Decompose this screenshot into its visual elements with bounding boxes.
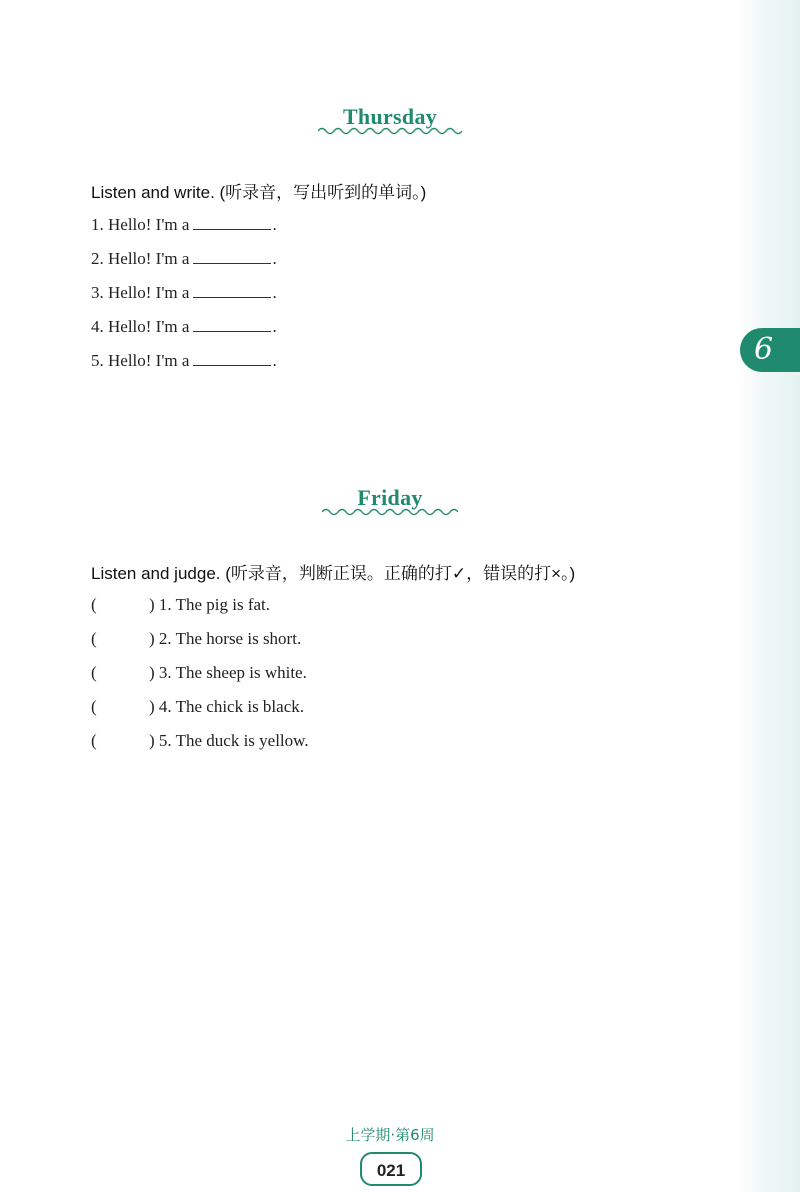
item-text: 4. Hello! I'm a xyxy=(91,317,190,336)
item-text: 3. Hello! I'm a xyxy=(91,283,190,302)
friday-item xyxy=(91,629,301,649)
item-suffix: . xyxy=(272,283,277,302)
friday-wave-underline xyxy=(322,507,458,517)
friday-item xyxy=(91,731,309,751)
answer-paren[interactable]: ( xyxy=(91,663,97,682)
answer-blank[interactable] xyxy=(193,283,271,298)
thursday-item xyxy=(91,215,277,235)
thursday-item xyxy=(91,249,277,269)
item-text: ) 5. The duck is yellow. xyxy=(149,731,309,750)
item-text: ) 2. The horse is short. xyxy=(149,629,302,648)
footer-caption: 上学期·第6周 xyxy=(345,1126,435,1144)
answer-paren[interactable]: ( xyxy=(91,731,97,750)
thursday-instruction: Listen and write. (听录音，写出听到的单词。) xyxy=(91,183,427,202)
item-text: 5. Hello! I'm a xyxy=(91,351,190,370)
answer-paren[interactable]: ( xyxy=(91,697,97,716)
item-text: 1. Hello! I'm a xyxy=(91,215,190,234)
page-number: 021 xyxy=(360,1152,422,1186)
answer-blank[interactable] xyxy=(193,317,271,332)
friday-title: Friday xyxy=(357,485,423,510)
week-tab xyxy=(740,328,800,372)
thursday-item xyxy=(91,351,277,371)
answer-blank[interactable] xyxy=(193,351,271,366)
thursday-title: Thursday xyxy=(342,104,438,129)
answer-blank[interactable] xyxy=(193,215,271,230)
item-text: ) 4. The chick is black. xyxy=(149,697,305,716)
item-suffix: . xyxy=(272,351,277,370)
item-suffix: . xyxy=(272,317,277,336)
item-suffix: . xyxy=(272,215,277,234)
item-suffix: . xyxy=(272,249,277,268)
answer-paren[interactable]: ( xyxy=(91,629,97,648)
thursday-item xyxy=(91,283,277,303)
friday-item xyxy=(91,697,304,717)
answer-paren[interactable]: ( xyxy=(91,595,97,614)
friday-item xyxy=(91,595,270,615)
thursday-wave-underline xyxy=(318,126,462,136)
week-tab-label: 6 xyxy=(754,332,774,367)
item-text: ) 1. The pig is fat. xyxy=(149,595,271,614)
friday-instruction: Listen and judge. (听录音，判断正误。正确的打✓，错误的打×。) xyxy=(91,564,576,583)
answer-blank[interactable] xyxy=(193,249,271,264)
friday-item xyxy=(91,663,307,683)
item-text: ) 3. The sheep is white. xyxy=(149,663,307,682)
item-text: 2. Hello! I'm a xyxy=(91,249,190,268)
thursday-item xyxy=(91,317,277,337)
side-decoration-strip xyxy=(738,0,800,1192)
